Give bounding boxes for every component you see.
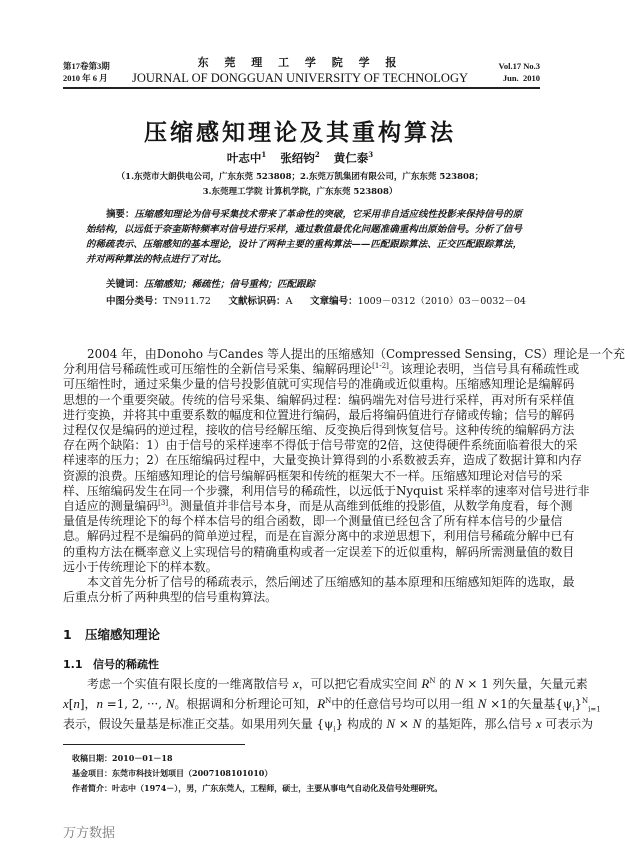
text-line: 样、压缩编码发生在同一个步骤，利用信号的稀疏性，以远低于Nyquist 采样率的速率对信号进行非 [63,483,590,498]
abstract-line: 摘要：压缩感知理论为信号采集技术带来了革命性的突破，它采用非自适应线性投影来保持信号的原 [106,209,522,220]
issue-info-en [499,60,540,84]
text-line: 后重点分析了两种典型的信号重构算法。 [63,590,278,605]
keywords-label: 关键词： [106,279,145,290]
document-code: 文献标识码：A [228,296,293,307]
abstract-line: 的稀疏表示、压缩感知的基本理论，设计了两种主要的重构算法——匹配跟踪算法、正交匹配跟踪算法， [86,239,522,250]
text-line: x[n]，n =1, 2, ···, N。根据调和分析理论可知，$R^N$中的任意信号均可以用一组 N ×1的矢量基$\{\psi_i\}^N_{i=1}$ [63,696,601,714]
text-line: 自适应的测量编码[3]。测量值并非信号本身，而是从高维到低维的投影值，从数学角度看，每个测 [63,499,573,514]
date-cn: 2010 年 6 月 [63,73,108,83]
text-line: 存在两个缺陷：1）由于信号的采样速率不得低于信号带宽的2倍，这使得硬件系统面临着很大的采 [63,438,578,453]
clc-number: 中图分类号：TN911.72 [106,296,211,307]
paragraph [63,674,601,734]
author: 黄仁泰$^3$ [333,150,374,165]
text-line: 可压缩性时，通过采集少量的信号投影值就可实现信号的准确或近似重构。压缩感知理论是编解码 [63,377,575,392]
keywords [106,276,315,290]
abstract-line: 始结构，以远低于奈奎斯特频率对信号进行采样，通过数值最优化问题准确重构出原始信号。分析了信号 [86,224,522,235]
header-rule [63,87,540,89]
volume-cn: 第17卷第3期 [63,61,110,71]
text-line: 过程仅仅是编码的逆过程，接收的信号经解压缩、反变换后得到恢复信号。这种传统的编解码方法 [63,423,575,438]
text-line: 本文首先分析了信号的稀疏表示，然后阐述了压缩感知的基本原理和压缩感知矩阵的选取，最 [87,575,575,590]
subsection-heading: 1.1 信号的稀疏性 [63,658,159,671]
text-line: 表示，假设矢量基是标准正交基。如果用列矢量 $\{\psi_i\}$ 构成的 N × N 的基矩阵，那么信号 x 可表示为 [63,716,593,734]
keywords-value: 压缩感知；稀疏性；信号重构；匹配跟踪 [144,279,316,290]
footnote-rule [63,744,245,745]
journal-name-en: JOURNAL OF DONGGUAN UNIVERSITY OF TECHNOLOGY [132,71,468,85]
paper-title: 压缩感知理论及其重构算法 [144,120,456,146]
footnote-author: 作者简介：叶志中（1974－），男，广东东莞人，工程师，硕士，主要从事电气自动化及信号处理研究。 [72,783,443,793]
volume-en: Vol.17 No.3 [498,61,540,71]
date-en: Jun. 2010 [502,73,540,83]
article-number: 文章编号：1009－0312（2010）03－0032－04 [310,296,526,307]
text-line: 资源的浪费。压缩感知理论的信号编解码框架和传统的框架大不一样。压缩感知理论对信号的采 [63,468,563,483]
footnote-fund: 基金项目：东莞市科技计划项目（2007108101010） [72,768,273,778]
abstract-label: 摘要： [106,209,135,220]
paragraph [63,575,575,605]
abstract-line: 并对两种算法的特点进行了对比。 [86,254,227,265]
text-line: 息。解码过程不是编码的简单逆过程，而是在盲源分离中的求逆思想下，利用信号稀疏分解中已有 [63,529,575,544]
author: 叶志中$^1$ [226,150,267,165]
text-line: 2004 年，由Donoho 与Candes 等人提出的压缩感知（Compressed Sensing，CS）理论是一个充 [87,347,625,361]
text-line: 分利用信号稀疏性或可压缩性的全新信号采集、编解码理论[1-2]。该理论表明，当信号具有稀疏性或 [63,362,580,377]
text-line: 思想的一个重要突破。传统的信号采集、编解码过程：编码端先对信号进行采样，再对所有采样值 [63,392,575,407]
text-line: 考虑一个实值有限长度的一维离散信号 x，可以把它看成实空间 $R^N$ 的 N × 1 列矢量，矢量元素 [87,676,588,691]
text-line: 样速率的压力；2）在压缩编码过程中，大量变换计算得到的小系数被丢弃，造成了数据计算和内存 [63,453,582,468]
text-line: 远小于传统理论下的样本数。 [63,559,218,574]
affiliation-line: （1.东莞市大朗供电公司，广东东莞 523808；2.东莞万凯集团有限公司，广东东莞 523808； [116,172,484,182]
wanfang-watermark: 万方数据 [63,826,116,841]
author: 张绍钧$^2$ [280,150,320,165]
abstract [86,207,522,267]
text-line: 量值是传统理论下的每个样本信号的组合函数，即一个测量值已经包含了所有样本信号的少量信 [63,514,563,529]
text-line: 进行变换，并将其中重要系数的幅度和位置进行编码，最后将编码值进行存储或传输；信号的解码 [63,407,575,422]
body-text [63,347,625,605]
journal-name-cn: 东 莞 理 工 学 院 学 报 [197,56,403,69]
footnotes [72,751,552,796]
section-heading: 1 压缩感知理论 [63,627,161,642]
paragraph [63,347,625,575]
footnote-received: 收稿日期：2010－01－18 [72,753,173,763]
affiliation-line: 3.东莞理工学院 计算机学院，广东东莞 523808） [202,187,398,197]
classification [106,293,526,307]
text-line: 的重构方法在概率意义上实现信号的精确重构或者一定误差下的近似重构，解码所需测量值的数目 [63,544,575,559]
author-list [0,150,600,166]
